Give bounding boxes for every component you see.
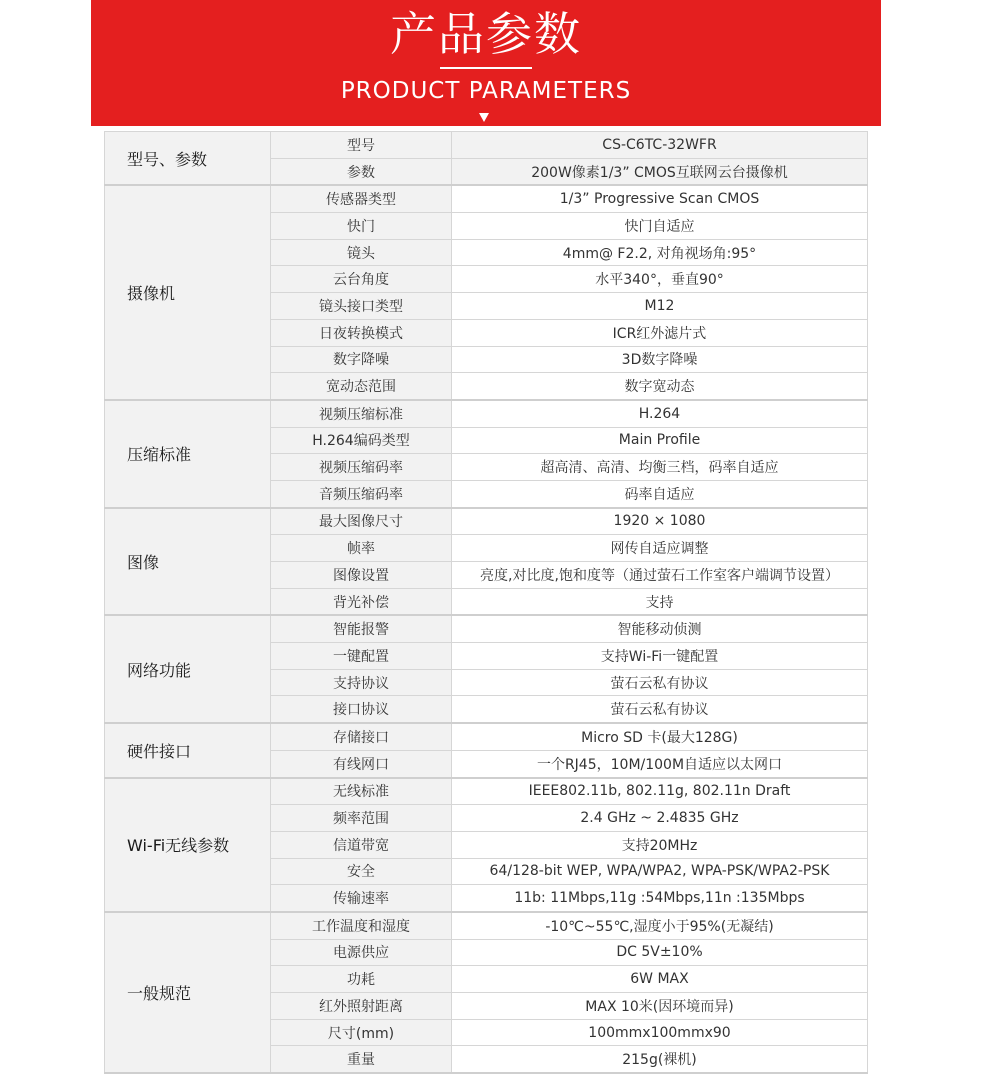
- param-name: 安全: [271, 858, 452, 885]
- param-name: 帧率: [271, 535, 452, 562]
- param-value: 萤石云私有协议: [452, 669, 868, 696]
- param-value: 萤石云私有协议: [452, 696, 868, 723]
- param-value: 200W像素1/3” CMOS互联网云台摄像机: [452, 158, 868, 185]
- param-name: 快门: [271, 213, 452, 240]
- param-name: 无线标准: [271, 778, 452, 805]
- param-name: 存储接口: [271, 723, 452, 750]
- param-value: CS-C6TC-32WFR: [452, 132, 868, 159]
- param-value: 11b: 11Mbps,11g :54Mbps,11n :135Mbps: [452, 885, 868, 912]
- param-name: 传输速率: [271, 885, 452, 912]
- param-value: 码率自适应: [452, 480, 868, 507]
- param-value: Micro SD 卡(最大128G): [452, 723, 868, 750]
- param-name: 型号: [271, 132, 452, 159]
- param-value: 网传自适应调整: [452, 535, 868, 562]
- param-value: 超高清、高清、均衡三档，码率自适应: [452, 454, 868, 481]
- param-value: 快门自适应: [452, 213, 868, 240]
- param-name: 宽动态范围: [271, 373, 452, 400]
- param-value: 215g(裸机): [452, 1046, 868, 1073]
- param-name: 传感器类型: [271, 185, 452, 212]
- param-value: 支持: [452, 588, 868, 615]
- param-value: MAX 10米(因环境而异): [452, 993, 868, 1020]
- header-banner: [91, 0, 881, 126]
- param-value: 数字宽动态: [452, 373, 868, 400]
- param-value: IEEE802.11b, 802.11g, 802.11n Draft: [452, 778, 868, 805]
- param-value: H.264: [452, 400, 868, 427]
- param-name: 电源供应: [271, 939, 452, 966]
- param-name: 视频压缩码率: [271, 454, 452, 481]
- section-category: 型号、参数: [105, 132, 271, 186]
- table-row: [105, 132, 868, 159]
- param-name: 数字降噪: [271, 346, 452, 373]
- param-name: 频率范围: [271, 805, 452, 832]
- param-value: 4mm@ F2.2, 对角视场角:95°: [452, 239, 868, 266]
- param-name: 音频压缩码率: [271, 480, 452, 507]
- title-divider: [440, 67, 532, 69]
- parameters-table: [104, 131, 868, 1074]
- param-name: 尺寸(mm): [271, 1019, 452, 1046]
- param-value: 6W MAX: [452, 966, 868, 993]
- table-row: [105, 615, 868, 642]
- param-name: 功耗: [271, 966, 452, 993]
- param-name: 参数: [271, 158, 452, 185]
- param-name: H.264编码类型: [271, 427, 452, 454]
- table-row: [105, 778, 868, 805]
- table-row: [105, 723, 868, 750]
- param-name: 日夜转换模式: [271, 319, 452, 346]
- triangle-down-icon: [479, 113, 489, 122]
- page-subtitle: PRODUCT PARAMETERS: [340, 78, 632, 104]
- param-name: 镜头接口类型: [271, 293, 452, 320]
- param-name: 镜头: [271, 239, 452, 266]
- param-value: M12: [452, 293, 868, 320]
- section-category: 摄像机: [105, 185, 271, 400]
- section-category: Wi-Fi无线参数: [105, 778, 271, 912]
- section-category: 硬件接口: [105, 723, 271, 777]
- param-value: 3D数字降噪: [452, 346, 868, 373]
- param-name: 重量: [271, 1046, 452, 1073]
- param-name: 支持协议: [271, 669, 452, 696]
- table-row: [105, 185, 868, 212]
- table-row: [105, 508, 868, 535]
- param-value: 64/128-bit WEP, WPA/WPA2, WPA-PSK/WPA2-PSK: [452, 858, 868, 885]
- section-category: 一般规范: [105, 912, 271, 1073]
- table-row: [105, 912, 868, 939]
- param-value: -10℃~55℃,湿度小于95%(无凝结): [452, 912, 868, 939]
- param-value: 1920 × 1080: [452, 508, 868, 535]
- param-value: Main Profile: [452, 427, 868, 454]
- section-category: 网络功能: [105, 615, 271, 723]
- param-value: 水平340°，垂直90°: [452, 266, 868, 293]
- param-value: 1/3” Progressive Scan CMOS: [452, 185, 868, 212]
- param-name: 有线网口: [271, 750, 452, 777]
- param-name: 视频压缩标准: [271, 400, 452, 427]
- param-value: DC 5V±10%: [452, 939, 868, 966]
- param-value: 一个RJ45，10M/100M自适应以太网口: [452, 750, 868, 777]
- param-name: 信道带宽: [271, 831, 452, 858]
- param-value: ICR红外滤片式: [452, 319, 868, 346]
- param-value: 支持Wi-Fi一键配置: [452, 643, 868, 670]
- param-name: 一键配置: [271, 643, 452, 670]
- section-category: 压缩标准: [105, 400, 271, 508]
- page-title: 产品参数: [390, 7, 582, 61]
- param-name: 红外照射距离: [271, 993, 452, 1020]
- param-name: 智能报警: [271, 615, 452, 642]
- param-value: 支持20MHz: [452, 831, 868, 858]
- param-value: 智能移动侦测: [452, 615, 868, 642]
- param-name: 云台角度: [271, 266, 452, 293]
- param-value: 亮度,对比度,饱和度等（通过萤石工作室客户端调节设置）: [452, 562, 868, 589]
- param-name: 工作温度和湿度: [271, 912, 452, 939]
- table-row: [105, 400, 868, 427]
- param-name: 接口协议: [271, 696, 452, 723]
- param-value: 100mmx100mmx90: [452, 1019, 868, 1046]
- param-name: 背光补偿: [271, 588, 452, 615]
- param-value: 2.4 GHz ~ 2.4835 GHz: [452, 805, 868, 832]
- section-category: 图像: [105, 508, 271, 616]
- param-name: 图像设置: [271, 562, 452, 589]
- param-name: 最大图像尺寸: [271, 508, 452, 535]
